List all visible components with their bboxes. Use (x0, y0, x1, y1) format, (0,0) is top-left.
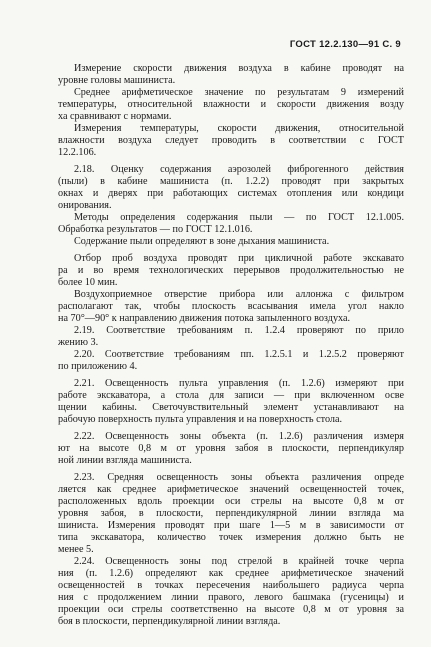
text-line: типа экскаватора, количество точек измерения должно быть не (58, 532, 404, 543)
text-line: щении кабины. Светочувствительный элемент устанавливают на (58, 402, 404, 413)
text-line: по приложению 4. (58, 361, 138, 372)
paragraph (58, 236, 404, 248)
text-line: ной линии взгляда машиниста. (58, 455, 192, 466)
text-line: проекции оси стрелы соответственно на высоте 0,8 м от уровня за (58, 604, 404, 615)
paragraph (58, 289, 404, 325)
text-line: рабочую поверхность пульта управления и на поверхность стола. (58, 414, 343, 425)
text-line: ния с продолжением линии правого, левого башмака (гусеницы) и (58, 592, 404, 603)
text-line: окнах и дверях при работающих системах отопления или кондици (58, 188, 404, 199)
text-line: влажности воздуха следует проводить в соответствии с ГОСТ (58, 135, 404, 146)
paragraph (58, 63, 404, 87)
text-line: освещенностей в точках пересечения наибольшего радиуса черпа (58, 580, 404, 591)
text-line: ют на высоте 0,8 м от уровня забоя в плоскости, перпендикуляр (58, 443, 404, 454)
paragraph (58, 472, 404, 556)
text-line: работе экскаватора, а стола для записи — при включенном осве (58, 390, 404, 401)
text-line: 2.23. Средняя освещенность зоны объекта различения опреде (74, 472, 404, 483)
paragraph (58, 87, 404, 123)
text-line: ра и во время технологических перерывов продолжительностью не (58, 265, 404, 276)
text-line: боя в плоскости, перпендикулярной линии взгляда. (58, 616, 281, 627)
paragraph (58, 253, 404, 289)
text-line: Воздухоприемное отверстие прибора или аллонжа с фильтром (74, 289, 404, 300)
paragraph (58, 123, 404, 159)
text-line: 2.22. Освещенность зоны объекта (п. 1.2.6) различения измеря (74, 431, 404, 442)
text-line: 2.18. Оценку содержания аэрозолей фиброгенного действия (74, 164, 404, 175)
text-line: Среднее арифметическое значение по результатам 9 измерений (74, 87, 404, 98)
text-line: 2.21. Освещенность пульта управления (п. 1.2.6) измеряют при (74, 378, 404, 389)
text-line: температуры, относительной влажности и скорости движения возду (58, 99, 404, 110)
text-line: (пыли) в кабине машиниста (п. 1.2.2) проводят при закрытых (58, 176, 404, 187)
text-line: менее 5. (58, 544, 94, 555)
paragraph (58, 349, 404, 373)
paragraph (58, 212, 404, 236)
paragraph (58, 164, 404, 212)
text-line: 2.19. Соответствие требованиям п. 1.2.4 проверяют по прило (74, 325, 404, 336)
text-line: онирования. (58, 200, 112, 211)
text-line: Обработка результатов — по ГОСТ 12.1.016. (58, 224, 253, 235)
text-line: жению 3. (58, 337, 99, 348)
text-line: на 70°—90° к направлению движения потока запыленного воздуха. (58, 313, 351, 324)
text-line: расположенных вдоль проекции оси стрелы на высоте 0,8 м от (58, 496, 404, 507)
text-line: Содержание пыли определяют в зоне дыхания машиниста. (74, 236, 330, 247)
text-line: шиниста. Измерения проводят при шаге 1—5 м в зависимости от (58, 520, 404, 531)
text-line: ха сравнивают с нормами. (58, 111, 172, 122)
paragraph (58, 378, 404, 426)
text-line: Измерения температуры, скорости движения, относительной (74, 123, 404, 134)
text-line: ляется как среднее арифметическое значений освещенностей точек, (58, 484, 404, 495)
text-line: более 10 мин. (58, 277, 118, 288)
page-header: ГОСТ 12.2.130—91 С. 9 (289, 39, 401, 50)
text-line: 2.20. Соответствие требованиям пп. 1.2.5.1 и 1.2.5.2 проверяют (74, 349, 404, 360)
text-line: уровне головы машиниста. (58, 75, 176, 86)
text-line: ния (п. 1.2.6) определяют как среднее арифметическое значений (58, 568, 404, 579)
text-line: Отбор проб воздуха проводят при цикличной работе экскавато (74, 253, 404, 264)
text-line: 2.24. Освещенность зоны под стрелой в крайней точке черпа (74, 556, 404, 567)
document-body (58, 63, 404, 628)
paragraph (58, 325, 404, 349)
text-line: Измерение скорости движения воздуха в кабине проводят на (74, 63, 404, 74)
paragraph (58, 431, 404, 467)
text-line: располагают так, чтобы плоскость всасывания имела угол накло (58, 301, 404, 312)
text-line: 12.2.106. (58, 147, 97, 158)
text-line: уровня забоя, в плоскости, перпендикулярной линии взгляда ма (58, 508, 404, 519)
paragraph (58, 556, 404, 628)
text-line: Методы определения содержания пыли — по ГОСТ 12.1.005. (74, 212, 404, 223)
